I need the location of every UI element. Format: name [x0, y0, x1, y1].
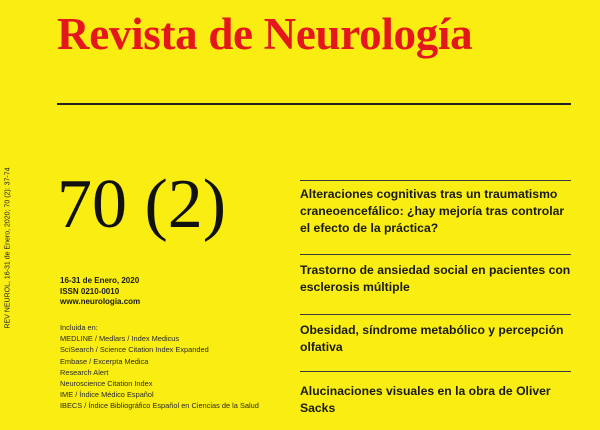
article-title: Alteraciones cognitivas tras un traumatismo craneoencefálico: ¿hay mejoría tras controlar el efecto de la práctica?: [300, 187, 565, 235]
indexing-heading: Incluida en:: [60, 323, 98, 332]
list-item: IME / Índice Médico Español: [60, 390, 154, 400]
article-item[interactable]: [300, 254, 571, 314]
website-link[interactable]: www.neurologia.com: [60, 297, 141, 306]
spine-citation-text: REV NEUROL, 16-31 de Enero, 2020; 70 (2): 37-74: [4, 167, 12, 329]
issue-number: 70 (2): [57, 166, 227, 243]
publication-info: [60, 276, 140, 308]
list-item: Neuroscience Citation Index: [60, 379, 153, 389]
article-title: Trastorno de ansiedad social en pacientes con esclerosis múltiple: [300, 263, 571, 294]
list-item: IBECS / Índice Bibliográfico Español en Ciencias de la Salud: [60, 401, 259, 411]
issn: ISSN 0210-0010: [60, 286, 120, 296]
header-divider: [57, 103, 571, 105]
article-title: Obesidad, síndrome metabólico y percepción olfativa: [300, 323, 564, 354]
articles-list: [300, 180, 571, 415]
article-item[interactable]: [300, 180, 571, 254]
article-title: Alucinaciones visuales en la obra de Oliver Sacks: [300, 384, 551, 415]
list-item: MEDLINE / Medlars / Index Medicus: [60, 334, 180, 344]
article-item[interactable]: [300, 371, 571, 415]
publication-date: 16-31 de Enero, 2020: [60, 276, 140, 285]
article-item[interactable]: [300, 314, 571, 371]
list-item: Embase / Excerpta Medica: [60, 356, 149, 366]
indexing-list: [60, 322, 259, 412]
list-item: SciSearch / Science Citation Index Expanded: [60, 345, 209, 355]
journal-title: Revista de Neurología: [57, 9, 473, 59]
list-item: Research Alert: [60, 367, 109, 377]
